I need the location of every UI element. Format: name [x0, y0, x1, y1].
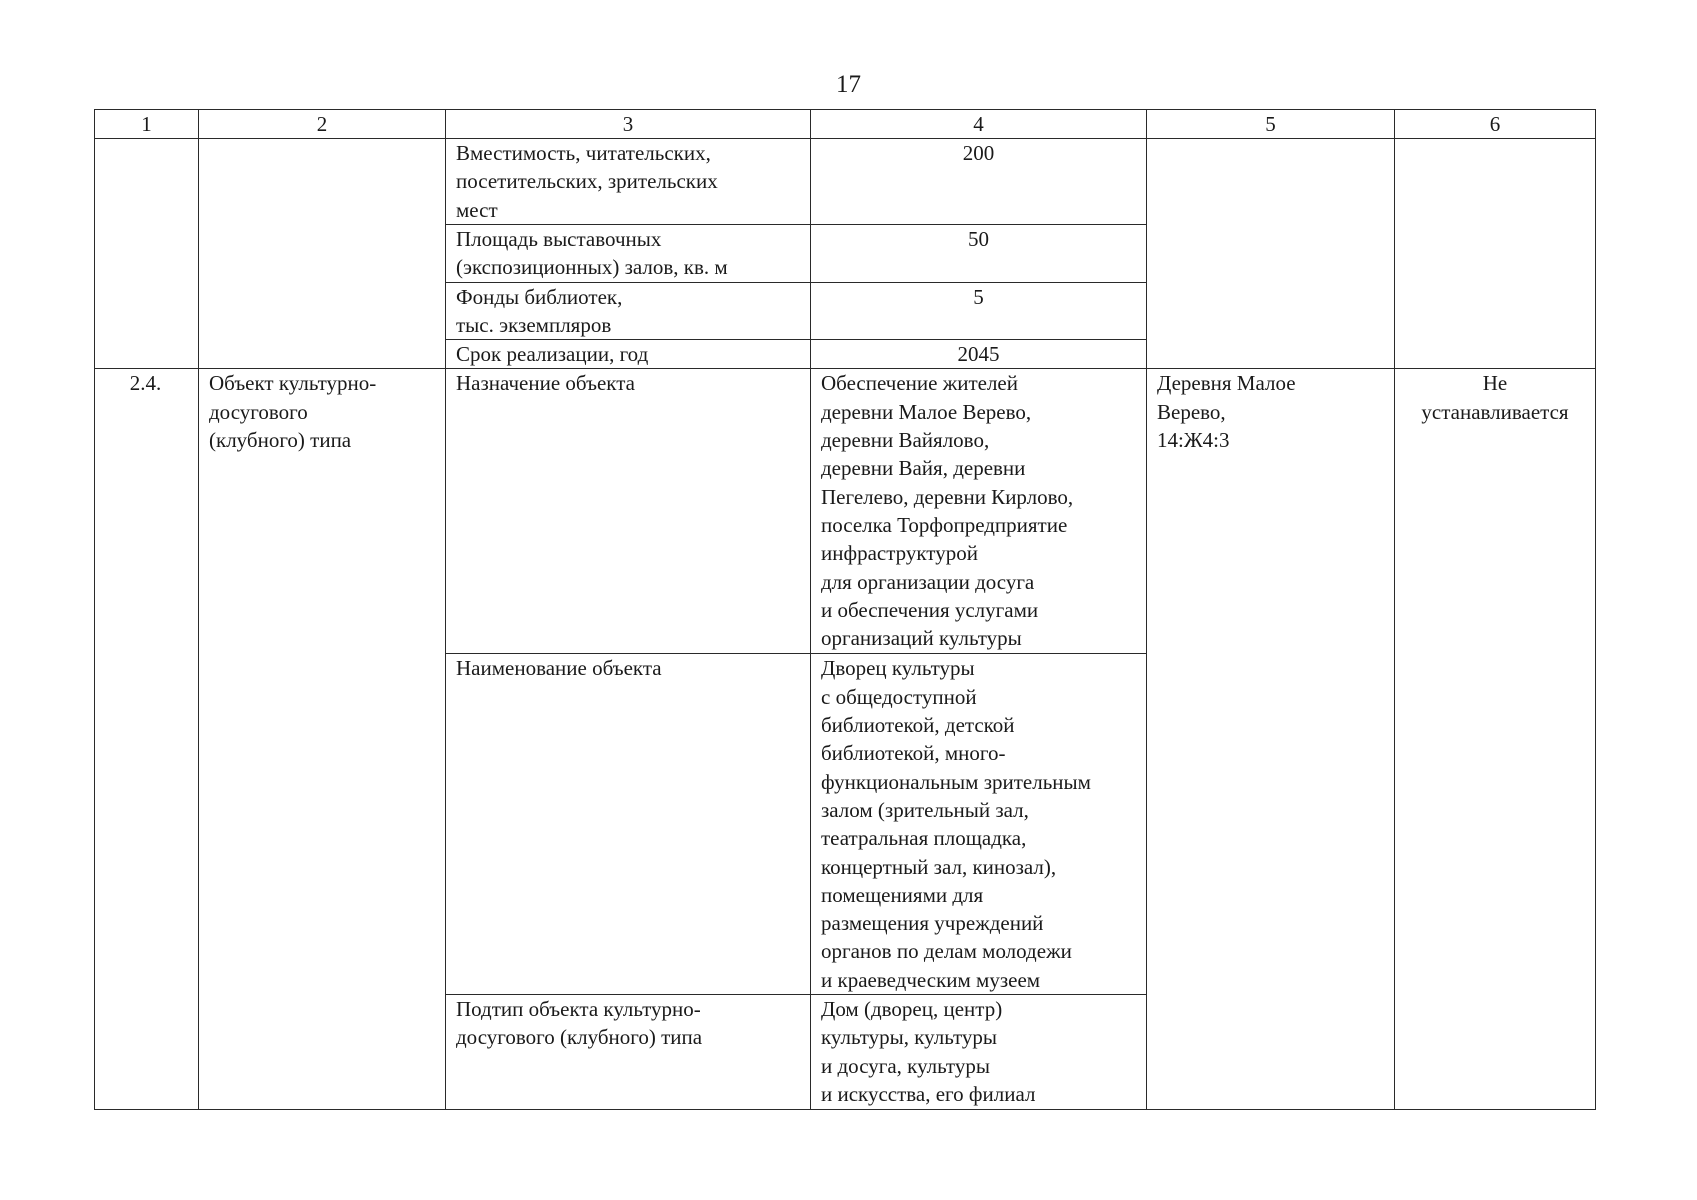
column-header-2: 2 — [199, 110, 446, 139]
empty-number-cell — [95, 139, 199, 369]
param-library-funds: Фонды библиотек, тыс. экземпляров — [446, 282, 811, 340]
value-object-subtype: Дом (дворец, центр) культуры, культуры и досуга, культуры и искусства, его филиал — [811, 995, 1147, 1110]
object-name: Объект культурно- досугового (клубного) типа — [199, 369, 446, 1110]
param-object-name: Наименование объекта — [446, 654, 811, 995]
value-object-name: Дворец культуры с общедоступной библиотекой, детской библиотекой, много- функциональным зрительным залом (зрительный зал, театральная площадка, концертный зал, кинозал), помещениями для размещения учреждений органов по делам молодежи и краеведческим музеем — [811, 654, 1147, 995]
value-exhibition-area: 50 — [811, 225, 1147, 283]
table-row — [95, 369, 1596, 654]
column-header-4: 4 — [811, 110, 1147, 139]
param-capacity: Вместимость, читательских, посетительских, зрительских мест — [446, 139, 811, 225]
param-implementation-term: Срок реализации, год — [446, 340, 811, 369]
param-purpose: Назначение объекта — [446, 369, 811, 654]
empty-zone-cell — [1395, 139, 1596, 369]
column-header-3: 3 — [446, 110, 811, 139]
object-zone: Не устанавливается — [1395, 369, 1596, 1110]
table-row — [95, 139, 1596, 225]
value-capacity: 200 — [811, 139, 1147, 225]
param-object-subtype: Подтип объекта культурно- досугового (клубного) типа — [446, 995, 811, 1110]
empty-location-cell — [1147, 139, 1395, 369]
object-location: Деревня Малое Верево, 14:Ж4:3 — [1147, 369, 1395, 1110]
value-purpose: Обеспечение жителей деревни Малое Верево, деревни Вайялово, деревни Вайя, деревни Пегелево, деревни Кирлово, поселка Торфопредприятие инфраструктурой для организации досуга и обеспечения услугами организаций культуры — [811, 369, 1147, 654]
value-implementation-term: 2045 — [811, 340, 1147, 369]
object-number: 2.4. — [95, 369, 199, 1110]
header-row — [95, 110, 1596, 139]
value-library-funds: 5 — [811, 282, 1147, 340]
column-header-5: 5 — [1147, 110, 1395, 139]
param-exhibition-area: Площадь выставочных (экспозиционных) залов, кв. м — [446, 225, 811, 283]
column-header-6: 6 — [1395, 110, 1596, 139]
empty-name-cell — [199, 139, 446, 369]
planning-table — [94, 109, 1596, 1110]
column-header-1: 1 — [95, 110, 199, 139]
page-number: 17 — [836, 71, 861, 98]
